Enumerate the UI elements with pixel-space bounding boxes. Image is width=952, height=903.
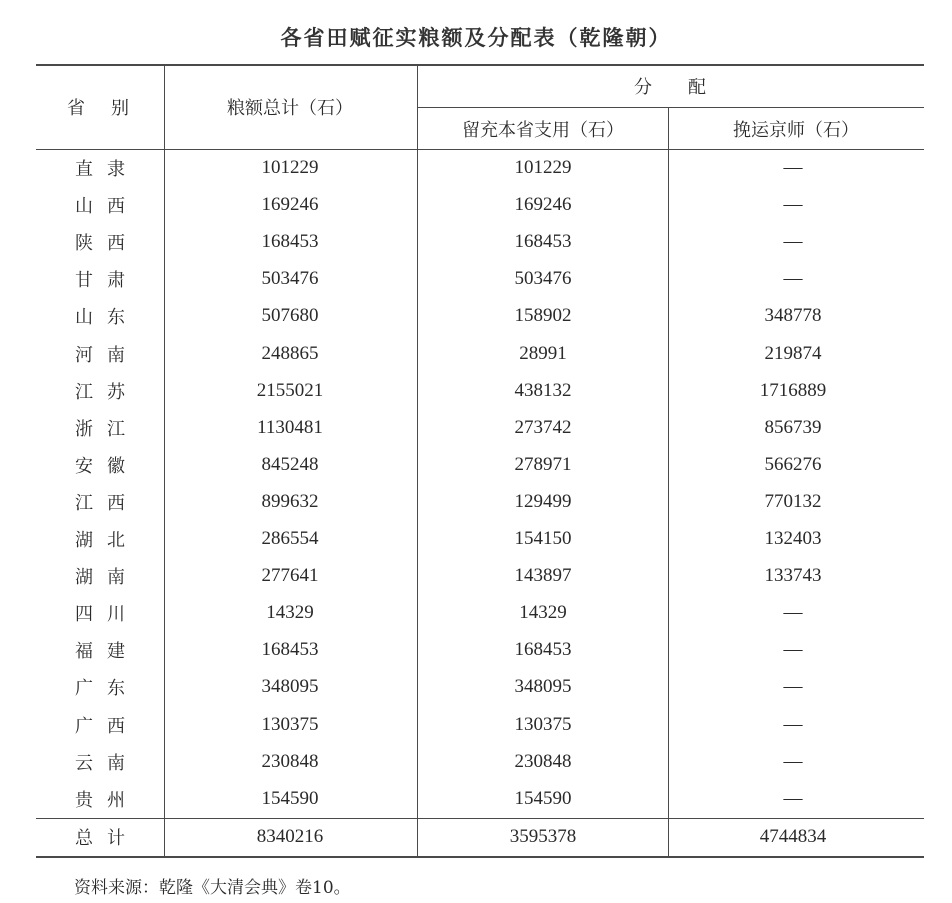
total-cell: 169246: [261, 194, 319, 216]
shipped-cell: 856739: [764, 416, 822, 438]
column-divider-3: [668, 108, 669, 856]
total-cell: 2155021: [256, 379, 324, 401]
province-cell: 甘肃: [75, 270, 139, 292]
retained-cell: 129499: [514, 490, 572, 512]
retained-cell: 278971: [514, 453, 572, 475]
header-retained: 留充本省支用（石）: [462, 120, 624, 141]
shipped-cell: —: [783, 268, 803, 290]
top-rule: [36, 64, 924, 66]
retained-cell: 28991: [519, 342, 567, 364]
province-cell: 山西: [75, 196, 139, 218]
total-cell: 168453: [261, 639, 319, 661]
province-cell: 陕西: [75, 233, 139, 255]
header-distribution: 分 配: [634, 77, 706, 98]
province-cell: 四川: [75, 604, 139, 626]
shipped-cell: 770132: [764, 490, 822, 512]
province-cell: 山东: [75, 307, 139, 329]
retained-cell: 130375: [514, 713, 572, 735]
retained-cell: 169246: [514, 194, 572, 216]
province-cell: 河南: [75, 344, 139, 366]
retained-cell: 158902: [514, 305, 572, 327]
shipped-cell: —: [783, 787, 803, 809]
column-divider-1: [164, 66, 165, 856]
totals-retained: 3595378: [509, 826, 577, 847]
total-cell: 168453: [261, 231, 319, 253]
retained-cell: 154590: [514, 787, 572, 809]
shipped-cell: 1716889: [759, 379, 827, 401]
total-cell: 286554: [261, 528, 319, 549]
shipped-cell: 348778: [764, 305, 822, 327]
shipped-cell: 132403: [764, 528, 822, 549]
shipped-cell: —: [783, 713, 803, 735]
retained-cell: 348095: [514, 676, 572, 698]
distribution-rule: [417, 107, 924, 108]
total-cell: 348095: [261, 676, 319, 698]
total-cell: 230848: [261, 750, 319, 772]
shipped-cell: —: [783, 750, 803, 772]
province-cell: 江西: [75, 492, 139, 514]
total-cell: 154590: [261, 787, 319, 809]
shipped-cell: —: [783, 676, 803, 698]
header-total: 粮额总计（石）: [227, 98, 353, 119]
province-cell: 广东: [75, 678, 139, 700]
province-cell: 湖北: [75, 530, 139, 551]
province-cell: 浙江: [75, 418, 139, 440]
header-bottom-rule: [36, 149, 924, 150]
total-cell: 130375: [261, 713, 319, 735]
retained-cell: 14329: [519, 602, 567, 624]
total-cell: 14329: [266, 602, 314, 624]
retained-cell: 101229: [514, 157, 572, 178]
retained-cell: 168453: [514, 231, 572, 253]
source-note: 资料来源：乾隆《大清会典》卷10。: [74, 878, 351, 898]
totals-top-rule: [36, 818, 924, 819]
total-cell: 503476: [261, 268, 319, 290]
retained-cell: 438132: [514, 379, 572, 401]
shipped-cell: 566276: [764, 453, 822, 475]
table-title: 各省田赋征实粮额及分配表（乾隆朝）: [280, 26, 672, 50]
province-cell: 直隶: [75, 159, 139, 180]
total-cell: 899632: [261, 490, 319, 512]
header-province: 省 别: [67, 98, 133, 119]
header-shipped: 挽运京师（石）: [733, 120, 859, 141]
province-cell: 江苏: [75, 381, 139, 403]
total-cell: 845248: [261, 453, 319, 475]
column-divider-2: [417, 66, 418, 856]
retained-cell: 143897: [514, 565, 572, 587]
shipped-cell: —: [783, 602, 803, 624]
retained-cell: 503476: [514, 268, 572, 290]
total-cell: 248865: [261, 342, 319, 364]
total-cell: 1130481: [257, 416, 323, 438]
shipped-cell: —: [783, 639, 803, 661]
shipped-cell: 219874: [764, 342, 822, 364]
totals-shipped: 4744834: [759, 826, 827, 847]
shipped-cell: 133743: [764, 565, 822, 587]
retained-cell: 230848: [514, 750, 572, 772]
retained-cell: 154150: [514, 528, 572, 549]
totals-label: 总计: [75, 828, 139, 849]
shipped-cell: —: [783, 231, 803, 253]
retained-cell: 273742: [514, 416, 572, 438]
province-cell: 广西: [75, 715, 139, 737]
bottom-rule: [36, 856, 924, 858]
total-cell: 277641: [261, 565, 319, 587]
province-cell: 贵州: [75, 789, 139, 811]
province-cell: 福建: [75, 641, 139, 663]
province-cell: 安徽: [75, 455, 139, 477]
province-cell: 云南: [75, 752, 139, 774]
shipped-cell: —: [783, 157, 803, 178]
province-cell: 湖南: [75, 567, 139, 589]
totals-total: 8340216: [256, 826, 324, 847]
total-cell: 507680: [261, 305, 319, 327]
shipped-cell: —: [783, 194, 803, 216]
total-cell: 101229: [261, 157, 319, 178]
retained-cell: 168453: [514, 639, 572, 661]
